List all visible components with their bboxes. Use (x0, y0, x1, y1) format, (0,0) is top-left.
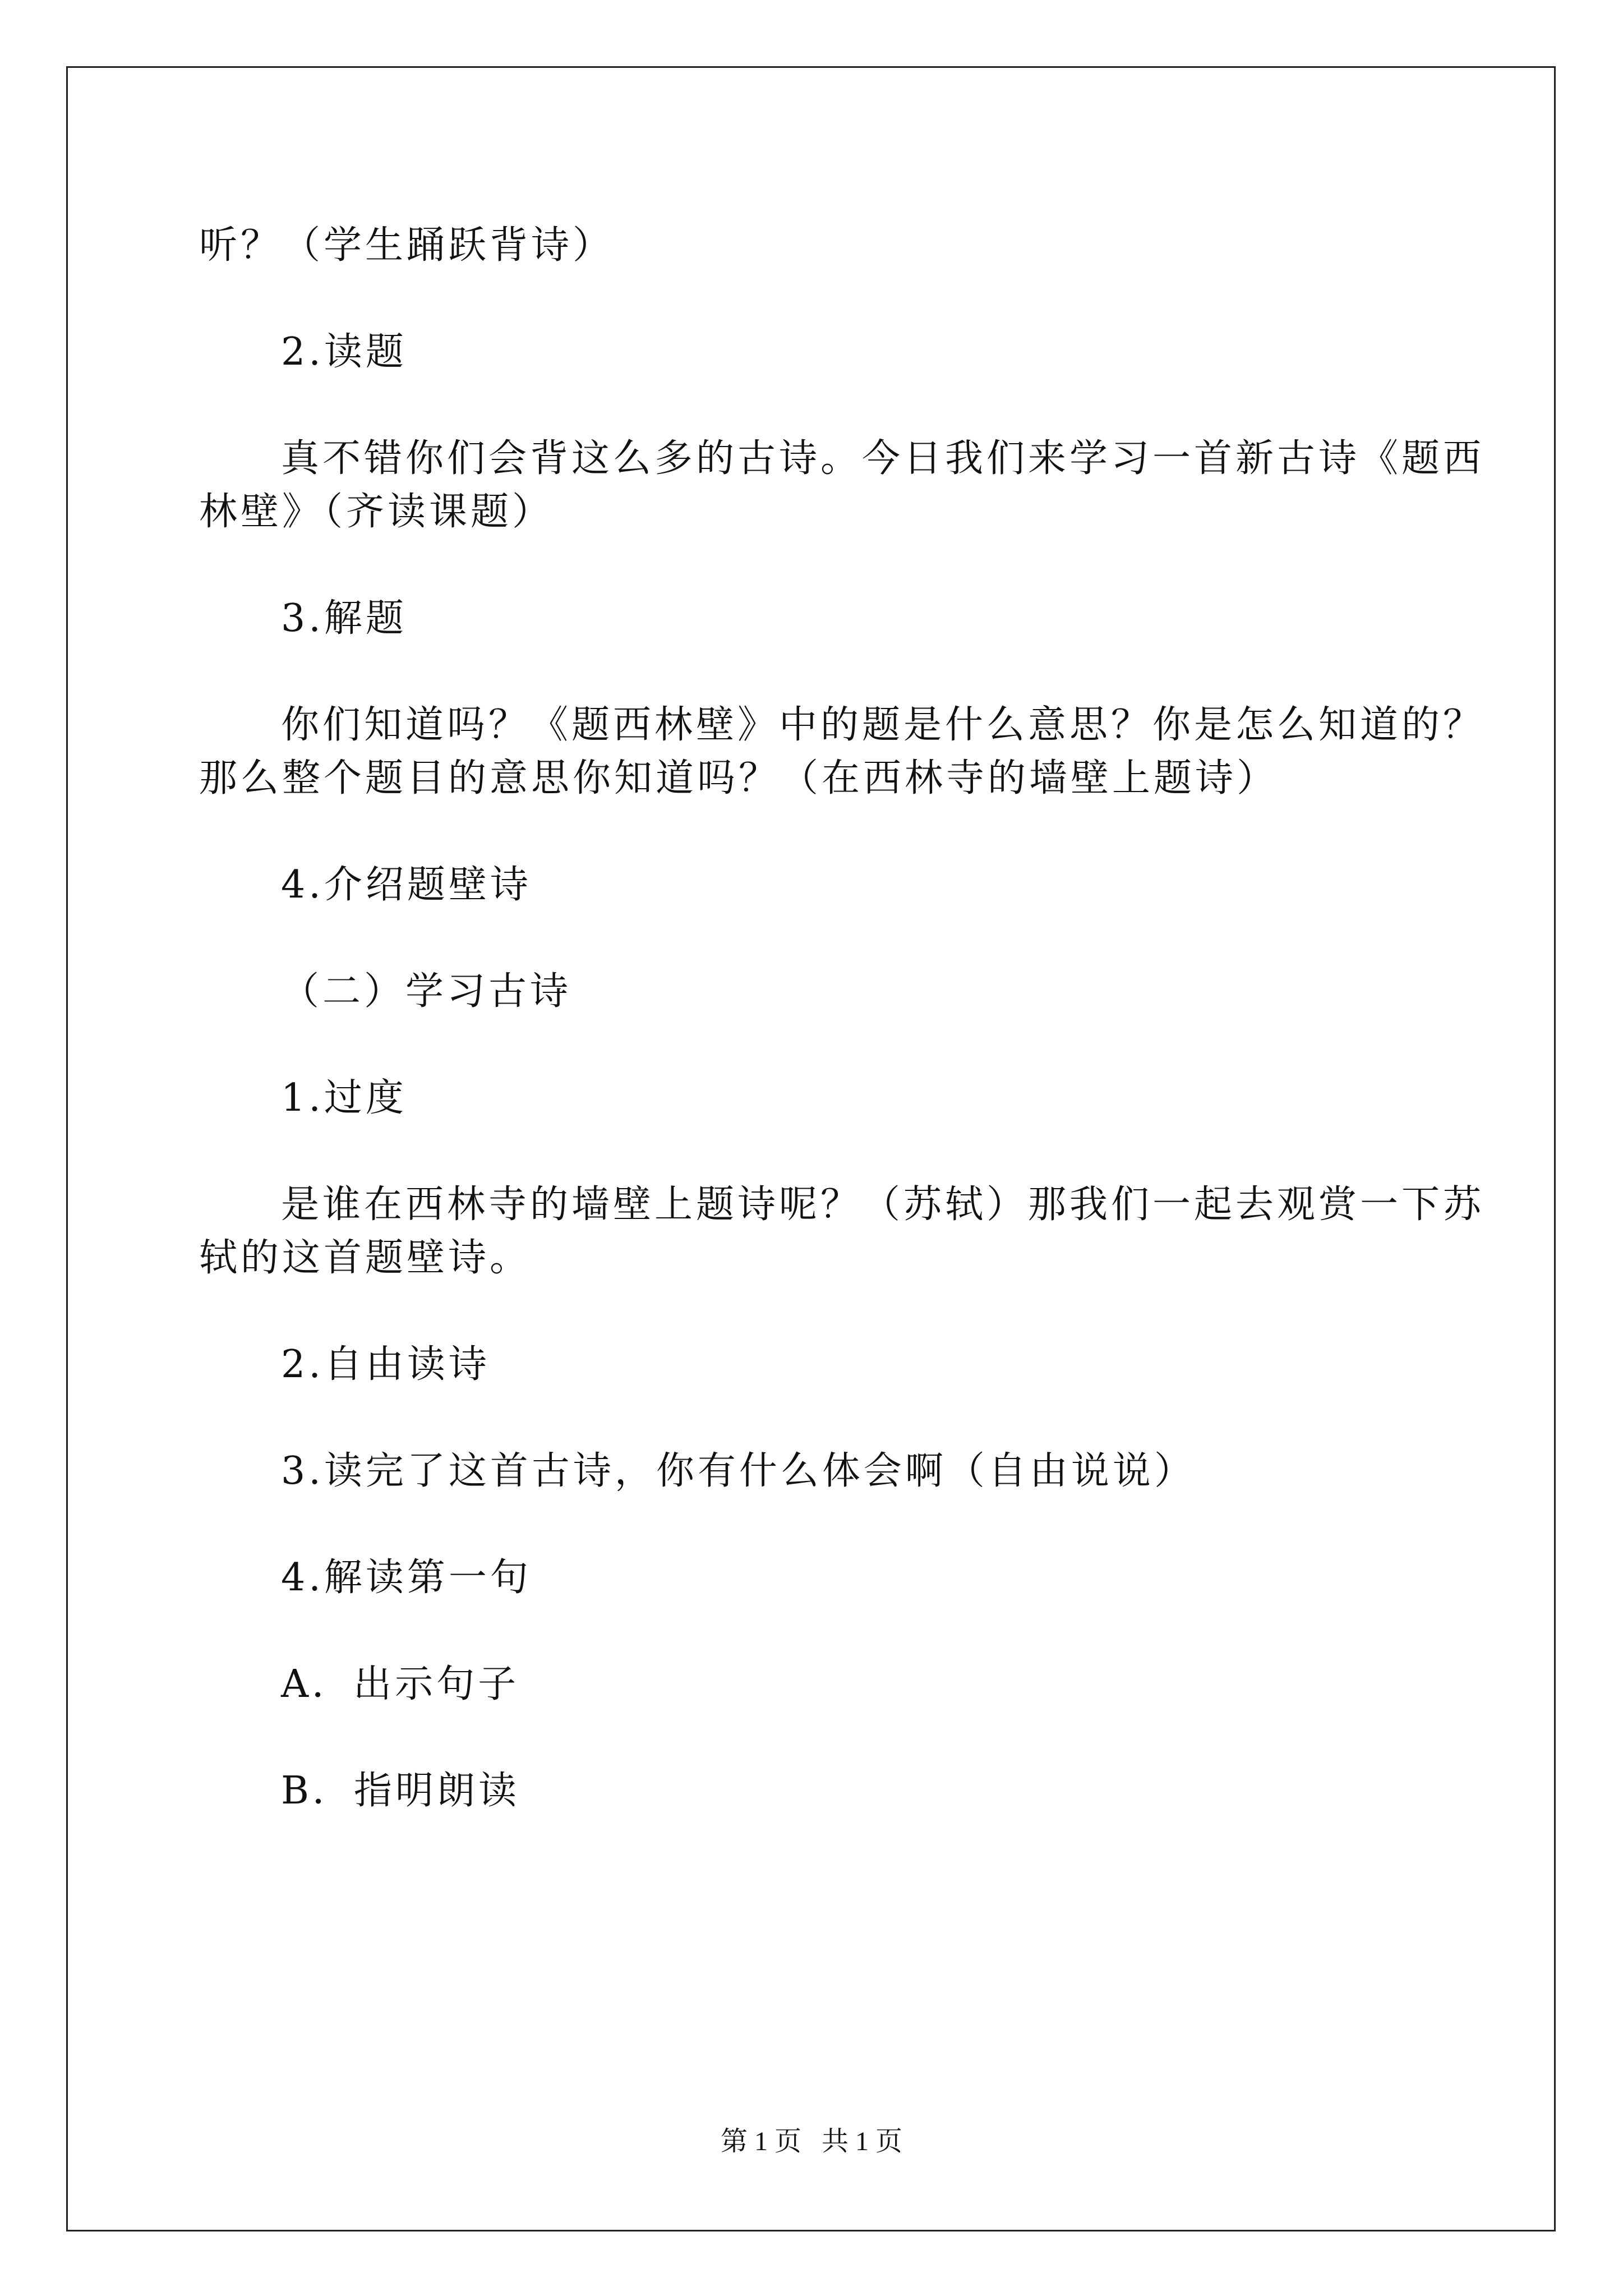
section-heading: 3.读完了这首古诗，你有什么体会啊（自由说说） (281, 1449, 1196, 1493)
paragraph: 真不错你们会背这么多的古诗。今日我们来学习一首新古诗《题西林壁》（齐读课题） (199, 436, 1485, 534)
list-item: A．出示句子 (281, 1662, 520, 1706)
page-total: 共 1 页 (822, 2127, 903, 2156)
section-heading: 2.自由读诗 (281, 1342, 490, 1387)
section-heading: 1.过度 (281, 1076, 407, 1120)
section-heading: 4.介绍题壁诗 (281, 863, 532, 907)
page-number: 第 1 页 (720, 2127, 801, 2156)
paragraph: 是谁在西林寺的墙壁上题诗呢？（苏轼）那我们一起去观赏一下苏轼的这首题壁诗。 (199, 1182, 1485, 1280)
section-heading: 4.解读第一句 (281, 1556, 532, 1600)
paragraph: 听？（学生踊跃背诗） (199, 223, 615, 268)
document-body (199, 219, 1489, 1871)
paragraph: 你们知道吗？《题西林壁》中的题是什么意思？你是怎么知道的？那么整个题目的意思你知道吗？（在西林寺的墙壁上题诗） (199, 703, 1485, 800)
section-heading: （二）学习古诗 (281, 969, 572, 1014)
section-heading: 3.解题 (281, 596, 407, 641)
list-item: B．指明朗读 (281, 1769, 520, 1813)
section-heading: 2.读题 (281, 330, 407, 374)
page-footer (0, 2125, 1623, 2159)
